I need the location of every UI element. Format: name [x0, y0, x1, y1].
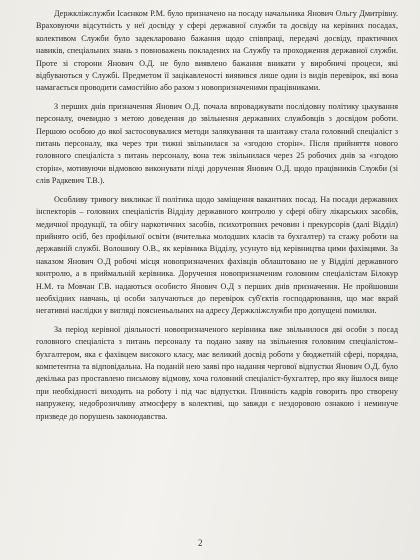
paragraph-4: За період керівної діяльності новопризначеного керівника вже звільнилося дві особи з посад головного спеціаліста з питань персоналу та подано заяву на звільнення головним спеціалістом–бухгалтером, яка є фахівцем високого класу, має великий досвід роботи у бюджетній сфері, порядна, компетентна та відповідальна. На поданій нею заяві про надання чергової відпустки Янович О.Д. було декілька раз проставлено письмову відмову, хоча головний спеціаліст-бухгалтер, про яку йшлося вище при необхідності виходить на роботу і під час відпустки. Плинність кадрів говорить про створену напружену, недоброзичливу атмосферу в колективі, що завжди є нездоровою ознакою і неминуче призведе до порушень законодавства. [36, 324, 398, 421]
page-number: 2 [198, 538, 203, 548]
document-body [36, 8, 398, 429]
paragraph-1: Держкліжслужби Ісаєнком Р.М. було призначено на посаду начальника Янович Ольгу Дмитрівну. Враховуючи відсутність у неї досвіду у сфері державної служби та досвіду на керівних посадах, колективом Служби було задекларовано бажання щодо співпраці, передачі досвіду, практичних навиків, спеціальних знань з повноважень покладених на Службу та проходження державної служби. Проте зі сторони Янович О.Д. не було виявлено бажання вникати у виробничі процеси, які відбуваються у Службі. Предметом її зацікавленості виявився лише один із видів перевірок, які вона намагається проводити самостійно або разом з новопризначеними працівниками. [36, 9, 398, 93]
paragraph-2: З перших днів призначення Янович О.Д. почала впроваджувати послідовну політику цькування персоналу, очевидно з метою доведення до звільнення державних службовців з досвідом роботи. Першою особою до якої застосовувалися методи залякування та шантажу стала головний спеціаліст з питань персоналу, яка через три тижні звільнилася за «згодою сторін». Після прийняття нового головного спеціаліста з питань персоналу, вона теж звільнилася через 25 робочих днів за «згодою сторін», мотивуючи відмовою виконувати пілді доручення Янович О.Д. щодо працівників Служби (зі слів Радкевич Т.В.). [36, 101, 398, 186]
paragraph-3: Особливу тривогу викликає її політика щодо заміщення вакантних посад. На посади державних інспекторів – головних спеціалістів Відділу державного контролю у сфері обігу лікарських засобів, медичної продукції, та обігу наркотичних засобів, психотропних речовин і прекурсорів (далі Відділ) прийнято осіб, без профільної освіти (вчителька молодших класів та бухгалтер) та стажу роботи на державній службі. Волошину О.В., як керівника Відділу, усунуто від керівництва цими фахівцями. За наказом Янович О.Д робочі місця новопризначених фахівців облаштовано не у Відділі державного контролю, а в приймальній керівника. Доручення новопризначеним головним спеціалістам Білокур Н.М. та Мовчан Г.В. надаються особисто Янович О.Д з перших днів призначення. Не пройшовши необхідних навчань, ці особи залучаються до перевірок суб'єктів господарювання, що має вкрай негативні наслідки у вигляді поясненьальних на адресу Держкліжслужби про допущені помилки. [36, 194, 398, 316]
